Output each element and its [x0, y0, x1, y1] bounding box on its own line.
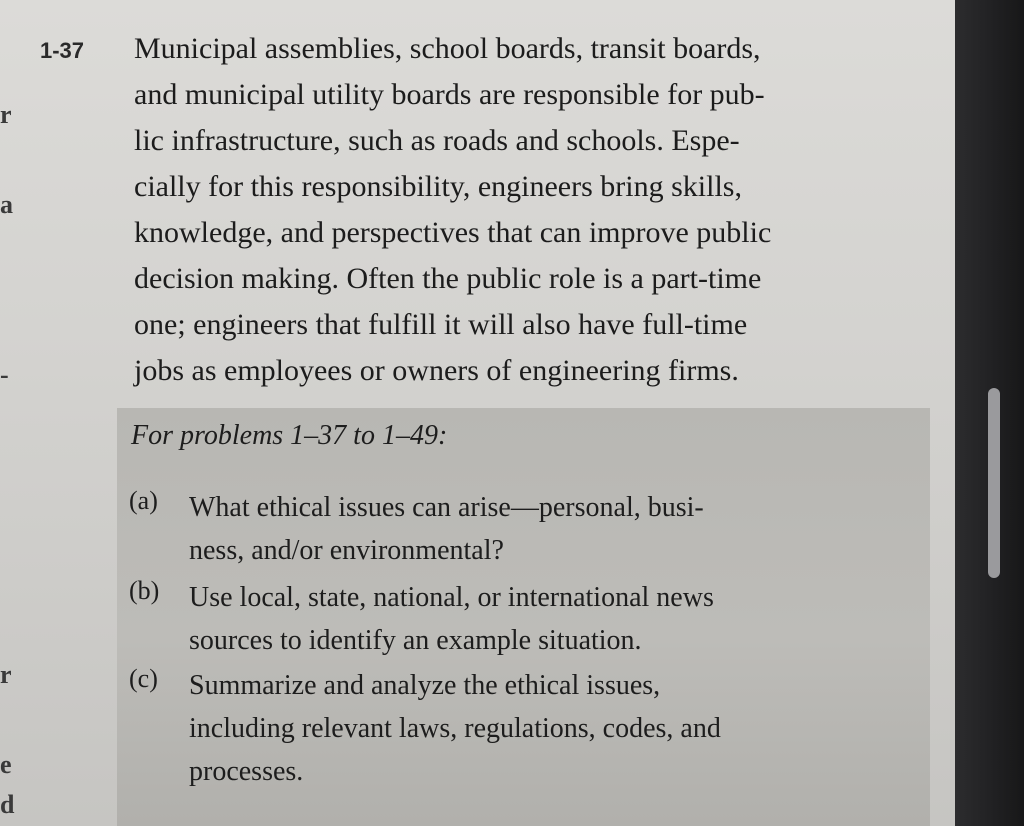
item-label: (a) — [129, 486, 158, 515]
problem-line: cially for this responsibility, engineers bring skills, — [134, 170, 742, 203]
item-line: ness, and/or environmental? — [189, 535, 504, 566]
item-line: sources to identify an example situation. — [189, 625, 642, 656]
problem-number: 1-37 — [40, 38, 85, 63]
margin-fragment: d — [0, 790, 15, 819]
margin-fragment: a — [0, 190, 13, 219]
shaded-question-box — [117, 408, 930, 826]
scrollbar-thumb[interactable] — [988, 388, 1000, 578]
item-label: (c) — [129, 664, 158, 693]
problem-line: lic infrastructure, such as roads and schools. Espe- — [134, 124, 740, 157]
item-line: What ethical issues can arise—personal, busi- — [189, 492, 704, 523]
item-line: Summarize and analyze the ethical issues, — [189, 670, 661, 701]
margin-fragment: r — [0, 100, 12, 129]
problem-line: decision making. Often the public role is a part-time — [134, 262, 762, 295]
box-heading: For problems 1–37 to 1–49: — [131, 420, 448, 451]
margin-fragment: - — [0, 360, 9, 389]
problem-text — [134, 26, 924, 394]
problem-line: knowledge, and perspectives that can improve public — [134, 216, 772, 249]
margin-fragment: r — [0, 660, 12, 689]
item-label: (b) — [129, 576, 160, 605]
problem-line: one; engineers that fulfill it will also have full-time — [134, 308, 748, 341]
item-line: including relevant laws, regulations, codes, and — [189, 713, 721, 744]
problem-line: Municipal assemblies, school boards, transit boards, — [134, 32, 761, 65]
item-line: Use local, state, national, or international news — [189, 582, 714, 613]
margin-fragment: e — [0, 750, 12, 779]
problem-line: jobs as employees or owners of engineering firms. — [134, 354, 739, 387]
item-line: processes. — [189, 756, 304, 787]
problem-line: and municipal utility boards are responsible for pub- — [134, 78, 765, 111]
